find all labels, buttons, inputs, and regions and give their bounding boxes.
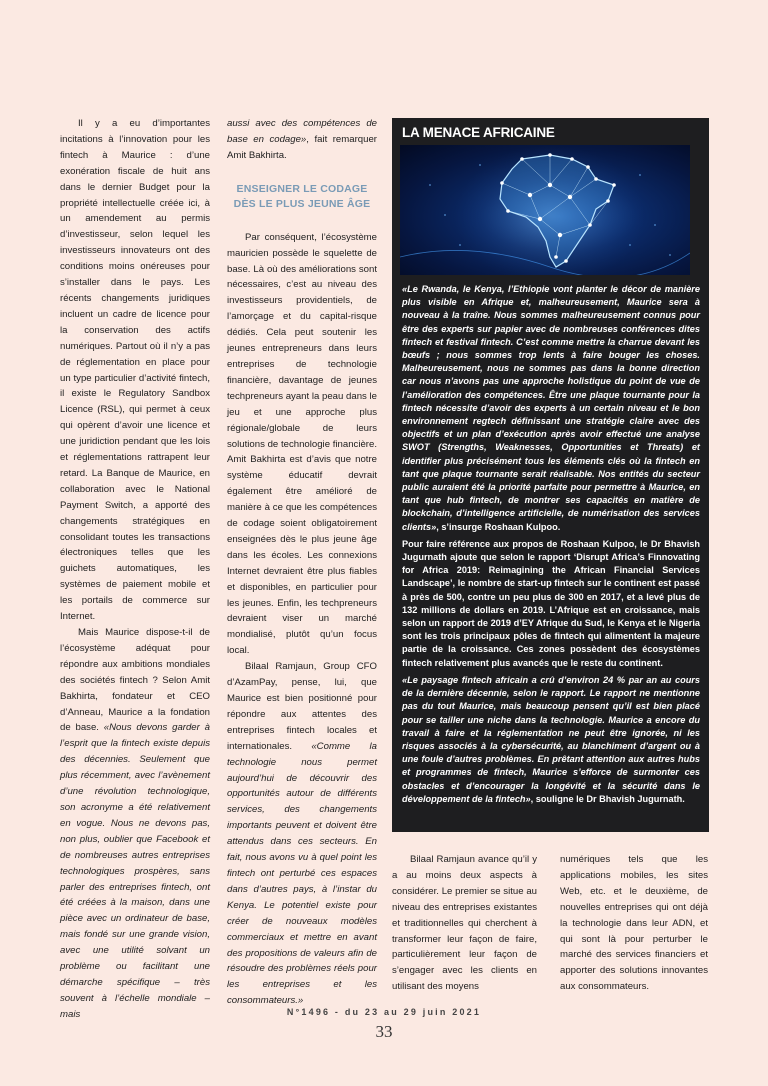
quote-text: aussi avec des compétences de base en codage» — [227, 118, 377, 145]
quote-text: «Nous devons garder à l’esprit que la fintech existe depuis des décennies. Seulement que plus récemment, avec l’avènement d’une révolution technologique, son acronyme a été relativement en vogue. Nous ne devons pas, non plus, oublier que Facebook et de nombreuses autres entreprises technologiques prospères, sans parler des entreprises fintech, ont été créées à la maison, dans une pièce avec un ordinateur de base, mais fondé sur une grande vision, avec une utilité solvant un problème ou facilitant une démarche spécifique – très souvent à l’échelle mondiale – mais — [60, 722, 210, 1020]
paragraph: Il y a eu d’importantes incitations à l’innovation pour les fintech à Maurice : d’une exonération fiscale de huit ans dans le dernier Budget pour la propriété intellectuelle créée ici, à un amendement au permis d’investisseur, selon lequel les investisseurs innovateurs ont des conditions moins onéreuses pour s’installer dans le pays. Les récents changements juridiques incluent un cadre de licence pour la conservation des actifs numériques. Partout où il n’y a pas de réglementation en place pour un type particulier d’activité fintech, il existe le Regulatory Sandbox Licence (RSL), qui permet à ceux qui opèrent d’avoir une licence et une juridiction pendant que les lois et réglementations rattrapent leur retard. La Banque de Maurice, en collaboration avec le National Payment Switch, a apporté des changements stratégiques en consolidant toutes les transactions électroniques telles que les guichets automatiques, les systèmes de paiement mobile et les portails de commerce sur Internet. — [60, 118, 210, 623]
paragraph: numériques tels que les applications mobiles, les sites Web, etc. et le deuxième, de nouvelles entreprises qui ont déjà la technologie dans leur ADN, et qui sont là pour perturber le marché des services financiers et apporter des solutions innovantes aux consommateurs. — [560, 854, 708, 993]
text-run: Mais Maurice dispose-t-il de l’écosystème adéquat pour répondre aux ambitions mondiales des sociétés fintech ? Selon Amit Bakhirta, fondateur et CEO d’Anneau, Maurice a la fondation de base. — [60, 627, 210, 734]
quote-text: «Le paysage fintech africain a crû d’environ 24 % par an au cours de la dernière décennie, selon le rapport. Le rapport ne mentionne pas du tout Maurice, mais beaucoup pensent qu’il est bien placé pour se tailler une niche dans la technologie. Maurice a encore du travail à faire et la réglementation ne peut être ignorée, ni les risques associés à la cybersécurité, au blanchiment d’argent ou à une foule d’autres problèmes. En prêtant attention aux autres hubs et programmes de fintech, Maurice s’efforce de surmonter ces obstacles et d’encourager la longévité et la sécurité dans le développement de la fintech» — [402, 674, 700, 804]
africa-map-image — [400, 145, 690, 275]
paragraph — [402, 283, 700, 534]
paragraph — [402, 674, 700, 806]
paragraph: Par conséquent, l’écosystème mauricien possède le squelette de base. Là où des améliorations sont nécessaires, c’est au niveau des investisseurs providentiels, de l’amorçage et du capital-risque dédiés. Cela peut soutenir les jeunes entrepreneurs dans leurs entreprises de technologie financière, davantage de jeunes techpreneurs ayant la peau dans le jeu et une approche plus régionale/globale de leurs solutions de technologie financière. Amit Bakhirta est d’avis que notre système éducatif devrait également être amélioré de manière à ce que les compétences de codage soient obligatoirement enseignées dès le plus jeune âge dans les écoles. Les connexions Internet devraient être plus fiables et disponibles, en particulier pour les jeunes. Enfin, les techpreneurs devraient viser un marché mondialisé, plutôt qu’un focus local. — [227, 231, 377, 657]
issue-footer: N°1496 - du 23 au 29 juin 2021 — [286, 1007, 482, 1017]
sidebar-box — [392, 118, 709, 832]
sidebar-text — [402, 283, 700, 806]
paragraph — [227, 659, 377, 1009]
paragraph: Pour faire référence aux propos de Roshaan Kulpoo, le Dr Bhavish Jugurnath ajoute que selon le rapport ‘Disrupt Africa’s Finnovating for Africa 2019: Reimagining the African Financial Services Landscape’, le nombre de start-up fintech sur le continent est passé à près de 500, contre un peu plus de 300 en 2017, et a levé plus de 132 millions de dollars en 2019. L’Afrique est en croissance, mais selon un rapport de 2019 d’EY Afrique du Sud, le Kenya et le Nigeria sont les trois principaux pôles de fintech qui alimentent la majeure partie de la croissance. Ces zones possèdent des écosystèmes fintech relativement plus avancés que le reste du continent. — [402, 538, 700, 668]
quote-text: «Le Rwanda, le Kenya, l’Ethiopie vont planter le décor de manière plus visible en Afrique et, malheureusement, Maurice sera à nouveau à la traîne. Nous sommes malheureusement connus pour être des experts sur papier avec de nombreuses conférences dites fintech et festival fintech. C’est comme mettre la charrue devant les bœufs ; nous sommes trop lents à faire bouger les choses. Malheureusement, nous ne sommes pas dans la bonne direction car nous n’avons pas une approche holistique du point de vue de l’amélioration des compétences. Être une plaque tournante pour la fintech nécessite d’avoir des experts à un certain niveau et le bon environnement regtech définissant une stratégie claire avec des objectifs et un plan d’exécution après avoir effectué une analyse SWOT (Strengths, Weaknesses, Opportunities et Threats) et identifier plus précisément tous les éléments clés où la fintech en tant que plaque tournante serait réalisable. Nos entités du secteur public auraient été la priorité parfaite pour permettre à Maurice, en tant que hub fintech, de montrer ses capacités en matière de blockchain, d’intelligence artificielle, de numérisation des services clients» — [402, 284, 700, 532]
subheading-line: ENSEIGNER LE CODAGE — [236, 182, 368, 195]
text-run: , s’insurge Roshaan Kulpoo. — [436, 521, 561, 532]
article-column-1 — [60, 116, 210, 1023]
article-column-4 — [560, 852, 708, 995]
paragraph — [227, 116, 377, 164]
section-subheading — [227, 182, 377, 212]
quote-text: «Comme la technologie nous permet aujourd’hui de découvrir des opportunités autour de différents services, des changements importants peuvent et doivent être attendus dans ces secteurs. En fait, nous avons vu à quel point les fintech ont perturbé ces espaces dans d’autres pays, à l’instar du Kenya. Le potentiel existe pour créer de nouveaux modèles commerciaux et mettre en avant des propositions de valeurs afin de résoudre des problèmes réels pour les entreprises et les consommateurs.» — [227, 740, 377, 1007]
article-column-3 — [392, 852, 537, 995]
africa-map-illustration — [400, 145, 690, 275]
article-column-2 — [227, 116, 377, 1009]
paragraph — [60, 625, 210, 1023]
text-run: , souligne le Dr Bhavish Jugurnath. — [530, 793, 685, 804]
page-number: 33 — [375, 1022, 393, 1041]
subheading-line: DÈS LE PLUS JEUNE ÂGE — [233, 197, 371, 210]
sidebar-title: LA MENACE AFRICAINE — [402, 125, 555, 140]
text-run: Bilaal Ramjaun, Group CFO d’AzamPay, pense, lui, que Maurice est bien positionné pour répondre aux attentes des entreprises fintech locales et internationales. — [227, 661, 377, 752]
text-run: , fait remarquer Amit Bakhirta. — [227, 133, 377, 161]
paragraph: Bilaal Ramjaun avance qu’il y a au moins deux aspects à considérer. Le premier se situe au niveau des entreprises existantes et traditionnelles qui cherchent à transformer leur façon de faire, particulièrement leur façon de s’engager avec les clients en utilisant des moyens — [392, 854, 537, 993]
